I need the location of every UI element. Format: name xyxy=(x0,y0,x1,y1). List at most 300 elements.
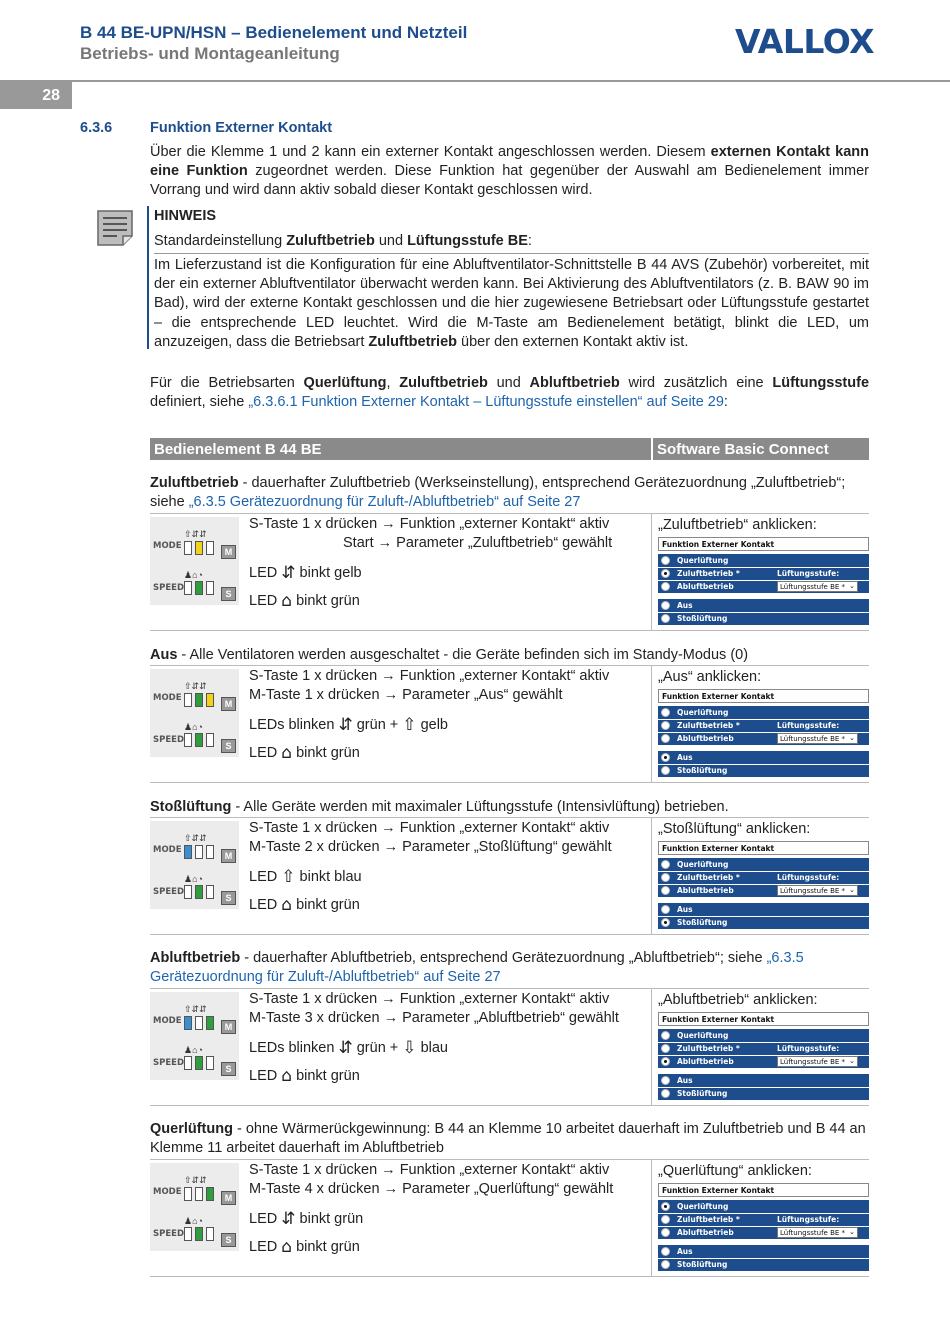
control-panel-illustration xyxy=(150,1163,239,1251)
mode-led-1 xyxy=(184,845,192,859)
software-instruction: „Aus“ anklicken: xyxy=(658,669,762,685)
led-status-1 xyxy=(249,867,362,887)
s-key: S xyxy=(221,587,236,601)
row-divider xyxy=(150,1105,869,1106)
para-text: : xyxy=(723,394,728,410)
mode-name: Zuluftbetrieb xyxy=(150,475,239,491)
para-text: definiert, siehe xyxy=(150,394,249,410)
mode-led-1 xyxy=(184,1016,192,1030)
mode-intro-zuluft xyxy=(150,474,869,512)
software-dialog xyxy=(658,1012,869,1101)
mode-block xyxy=(150,1159,869,1277)
fan-arrow-icon: ⇵ xyxy=(281,1209,296,1229)
stufe-label: Lüftungsstufe: xyxy=(777,569,840,578)
row-divider xyxy=(150,817,869,818)
led-text: binkt blau xyxy=(295,869,362,885)
option-stosslueftung[interactable] xyxy=(658,612,869,625)
radio-button[interactable] xyxy=(661,918,670,927)
fan-arrow-icon: ⇩ xyxy=(402,1038,417,1058)
software-dialog xyxy=(658,689,869,778)
option-label: Abluftbetrieb xyxy=(677,886,734,895)
led-text: binkt grün xyxy=(292,897,360,913)
m-key: M xyxy=(221,1020,236,1034)
led-status-1 xyxy=(249,715,448,735)
option-zuluftbetrieb[interactable] xyxy=(658,719,869,732)
mode-led-1 xyxy=(184,541,192,555)
stufe-dropdown[interactable] xyxy=(777,1056,858,1067)
radio-button[interactable] xyxy=(661,886,670,895)
section-title: Funktion Externer Kontakt xyxy=(150,120,333,136)
radio-button[interactable] xyxy=(661,721,670,730)
dialog-title: Funktion Externer Kontakt xyxy=(658,689,869,703)
led-text: LED xyxy=(249,593,282,609)
option-querlueftung[interactable] xyxy=(658,858,869,871)
option-label: Querlüftung xyxy=(677,860,729,869)
instruction-step-2: M-Taste 3 x drücken → Parameter „Abluftbetrieb“ gewählt xyxy=(249,1010,619,1026)
option-zuluftbetrieb[interactable] xyxy=(658,1213,869,1226)
led-text: gelb xyxy=(416,717,448,733)
option-label: Querlüftung xyxy=(677,556,729,565)
speed-led-1 xyxy=(184,885,192,899)
led-text: blau xyxy=(416,1040,448,1056)
option-label: Aus xyxy=(677,905,693,914)
radio-button[interactable] xyxy=(661,1044,670,1053)
speed-led-2 xyxy=(195,885,203,899)
option-label: Zuluftbetrieb * xyxy=(677,569,740,578)
option-group-1 xyxy=(658,1029,869,1068)
mode-desc: - ohne Wärmerückgewinnung: B 44 an Klemme 10 arbeitet dauerhaft im Zuluftbetrieb und B 44 an Klemme 11 arbeitet dauerhaft im Abluftbetrieb xyxy=(150,1121,866,1156)
mode-label: MODE xyxy=(153,541,182,551)
note-sub-text: Standardeinstellung xyxy=(154,233,287,249)
chevron-down-icon: ⌄ xyxy=(849,886,855,894)
option-stosslueftung[interactable] xyxy=(658,1258,869,1271)
led-text: LED xyxy=(249,897,282,913)
radio-button[interactable] xyxy=(661,1057,670,1066)
intro-text-2: zugeordnet werden. Diese Funktion hat gegenüber der Auswahl am Bedienelement immer Vorrang und wird dann aktiv sobald dieser Kontakt geschlossen wird. xyxy=(150,163,869,198)
speed-label: SPEED xyxy=(153,1229,185,1239)
fan-arrows-icon: ⇧⇵⇵ xyxy=(184,681,207,691)
column-divider xyxy=(651,665,652,783)
led-status-1 xyxy=(249,1209,363,1229)
radio-button[interactable] xyxy=(661,860,670,869)
row-divider xyxy=(150,1276,869,1277)
column-divider xyxy=(651,988,652,1106)
option-label: Aus xyxy=(677,1247,693,1256)
mode-label: MODE xyxy=(153,845,182,855)
speed-led-3 xyxy=(206,581,214,595)
table-header xyxy=(150,438,869,460)
note-sub-bold-1: Zuluftbetrieb xyxy=(286,233,375,249)
option-label: Stoßlüftung xyxy=(677,918,728,927)
led-status-2 xyxy=(249,895,360,915)
option-abluftbetrieb[interactable] xyxy=(658,884,869,897)
stufe-dropdown[interactable] xyxy=(777,581,858,592)
stufe-value: Lüftungsstufe BE * xyxy=(780,583,846,591)
led-text: grün + xyxy=(352,1040,403,1056)
speed-icons: ♟⌂◔ xyxy=(184,1045,203,1055)
option-querlueftung[interactable] xyxy=(658,706,869,719)
mode-name: Querlüftung xyxy=(150,1121,233,1137)
radio-button[interactable] xyxy=(661,1247,670,1256)
mode-led-1 xyxy=(184,1187,192,1201)
note-body xyxy=(154,256,869,352)
para-bold: Zuluftbetrieb xyxy=(399,375,488,391)
radio-button[interactable] xyxy=(661,734,670,743)
option-label: Stoßlüftung xyxy=(677,614,728,623)
mode-led-3 xyxy=(206,1187,214,1201)
s-key: S xyxy=(221,891,236,905)
mode-block xyxy=(150,665,869,783)
column-divider xyxy=(651,513,652,631)
radio-button[interactable] xyxy=(661,1076,670,1085)
mode-led-3 xyxy=(206,693,214,707)
note-sub-text: und xyxy=(374,233,408,249)
option-querlueftung[interactable] xyxy=(658,1029,869,1042)
software-dialog xyxy=(658,841,869,930)
mode-label: MODE xyxy=(153,693,182,703)
column-divider xyxy=(651,1159,652,1277)
option-stosslueftung[interactable] xyxy=(658,916,869,929)
option-aus[interactable] xyxy=(658,751,869,764)
led-status-1 xyxy=(249,563,362,583)
note-sub-bold-2: Lüftungsstufe BE xyxy=(407,233,528,249)
stufe-value: Lüftungsstufe BE * xyxy=(780,887,846,895)
fan-arrow-icon: ⇵ xyxy=(338,1038,353,1058)
led-text: binkt grün xyxy=(292,1068,360,1084)
section-number: 6.3.6 xyxy=(80,120,113,136)
option-group-2 xyxy=(658,1074,869,1100)
dialog-title: Funktion Externer Kontakt xyxy=(658,1183,869,1197)
stufe-label: Lüftungsstufe: xyxy=(777,1044,840,1053)
mode-led-2 xyxy=(195,845,203,859)
s-key: S xyxy=(221,1233,236,1247)
speed-icons: ♟⌂◔ xyxy=(184,874,203,884)
option-label: Querlüftung xyxy=(677,1031,729,1040)
speed-icons: ♟⌂◔ xyxy=(184,722,203,732)
col-divider xyxy=(651,438,653,460)
mode-led-3 xyxy=(206,1016,214,1030)
fan-arrow-icon: ⇧ xyxy=(281,867,296,887)
s-key: S xyxy=(221,739,236,753)
intro-text-1: Über die Klemme 1 und 2 kann ein externer Kontakt angeschlossen werden. Diesem xyxy=(150,144,711,160)
option-label: Stoßlüftung xyxy=(677,1260,728,1269)
led-status-2 xyxy=(249,1066,360,1086)
option-aus[interactable] xyxy=(658,903,869,916)
control-panel-illustration xyxy=(150,669,239,757)
option-label: Abluftbetrieb xyxy=(677,734,734,743)
speed-led-1 xyxy=(184,581,192,595)
led-status-2 xyxy=(249,743,360,763)
option-label: Zuluftbetrieb * xyxy=(677,1215,740,1224)
option-aus[interactable] xyxy=(658,1074,869,1087)
option-zuluftbetrieb[interactable] xyxy=(658,871,869,884)
led-text: LED xyxy=(249,1068,282,1084)
mode-name: Abluftbetrieb xyxy=(150,950,241,966)
control-panel-illustration xyxy=(150,992,239,1080)
option-aus[interactable] xyxy=(658,599,869,612)
header-divider xyxy=(0,80,950,82)
link-6-3-5[interactable]: „6.3.5 Gerätezuordnung für Zuluft-/Abluftbetrieb“ auf Seite 27 xyxy=(150,950,804,985)
instruction-step-2: M-Taste 2 x drücken → Parameter „Stoßlüftung“ gewählt xyxy=(249,839,612,855)
led-text: binkt gelb xyxy=(295,565,362,581)
stufe-value: Lüftungsstufe BE * xyxy=(780,1058,846,1066)
speed-icons: ♟⌂◔ xyxy=(184,1216,203,1226)
mode-led-3 xyxy=(206,845,214,859)
note-body-bold: Zuluftbetrieb xyxy=(368,333,458,350)
software-dialog xyxy=(658,1183,869,1272)
instruction-step-1: S-Taste 1 x drücken → Funktion „externer Kontakt“ aktiv xyxy=(249,1162,610,1178)
option-label: Zuluftbetrieb * xyxy=(677,1044,740,1053)
mode-desc: - dauerhafter Abluftbetrieb, entsprechend Gerätezuordnung „Abluftbetrieb“; siehe xyxy=(240,950,767,966)
option-zuluftbetrieb[interactable] xyxy=(658,567,869,580)
stufe-dropdown[interactable] xyxy=(777,733,858,744)
para-bold: Querlüftung xyxy=(303,375,387,391)
mode-name: Stoßlüftung xyxy=(150,799,232,815)
note-body-text: Im Lieferzustand ist die Konfiguration für eine Abluftventilator-Schnittstelle B 44 AVS (Zubehör) vorbereitet, mit der ein externer Abluftventilator überwacht werden kann. Bei Aktivierung des Abluftventilators (z. B. BAW 90 im Bad), wird der externe Kontakt geschlossen und die hier zugewiesene Betriebsart oder Lüftungsstufe gestartet – die entsprechende LED leuchtet. Wird die M-Taste am Bedienelement betätigt, blinkt die LED, um anzuzeigen, dass die Betriebsart xyxy=(154,257,869,350)
mode-intro-stoss xyxy=(150,798,869,817)
led-text: LED xyxy=(249,565,282,581)
option-group-2 xyxy=(658,1245,869,1271)
option-aus[interactable] xyxy=(658,1245,869,1258)
operating-modes-intro xyxy=(150,374,869,412)
section-intro xyxy=(150,143,869,200)
radio-button[interactable] xyxy=(661,556,670,565)
software-instruction: „Querlüftung“ anklicken: xyxy=(658,1163,812,1179)
speed-label: SPEED xyxy=(153,887,185,897)
speed-label: SPEED xyxy=(153,1058,185,1068)
house-icon: ⌂ xyxy=(281,1066,293,1086)
row-divider xyxy=(150,934,869,935)
option-label: Stoßlüftung xyxy=(677,1089,728,1098)
option-group-1 xyxy=(658,1200,869,1239)
led-status-2 xyxy=(249,591,360,611)
option-querlueftung[interactable] xyxy=(658,554,869,567)
option-group-2 xyxy=(658,751,869,777)
house-icon: ⌂ xyxy=(281,591,293,611)
radio-button[interactable] xyxy=(661,753,670,762)
instruction-step-1: S-Taste 1 x drücken → Funktion „externer Kontakt“ aktiv xyxy=(249,820,610,836)
note-subheading xyxy=(154,233,532,249)
chevron-down-icon: ⌄ xyxy=(849,734,855,742)
mode-led-2 xyxy=(195,1016,203,1030)
radio-button[interactable] xyxy=(661,708,670,717)
column-divider xyxy=(651,817,652,935)
option-stosslueftung[interactable] xyxy=(658,1087,869,1100)
stufe-value: Lüftungsstufe BE * xyxy=(780,735,846,743)
m-key: M xyxy=(221,545,236,559)
note-icon xyxy=(97,210,133,246)
mode-block xyxy=(150,988,869,1106)
led-text: LED xyxy=(249,745,282,761)
radio-button[interactable] xyxy=(661,766,670,775)
fan-arrow-icon: ⇵ xyxy=(338,715,353,735)
option-label: Abluftbetrieb xyxy=(677,1057,734,1066)
option-abluftbetrieb[interactable] xyxy=(658,1226,869,1239)
radio-button[interactable] xyxy=(661,569,670,578)
option-group-2 xyxy=(658,903,869,929)
speed-led-2 xyxy=(195,1227,203,1241)
note-bar xyxy=(147,206,149,349)
mode-desc: - Alle Geräte werden mit maximaler Lüftungsstufe (Intensivlüftung) betrieben. xyxy=(231,799,729,815)
software-dialog xyxy=(658,537,869,626)
option-label: Aus xyxy=(677,1076,693,1085)
m-key: M xyxy=(221,697,236,711)
mode-led-1 xyxy=(184,693,192,707)
row-divider xyxy=(150,988,869,989)
speed-led-1 xyxy=(184,1056,192,1070)
stufe-label: Lüftungsstufe: xyxy=(777,721,840,730)
option-stosslueftung[interactable] xyxy=(658,764,869,777)
stufe-label: Lüftungsstufe: xyxy=(777,1215,840,1224)
radio-button[interactable] xyxy=(661,1215,670,1224)
speed-led-3 xyxy=(206,733,214,747)
option-group-1 xyxy=(658,554,869,593)
radio-button[interactable] xyxy=(661,1228,670,1237)
speed-led-2 xyxy=(195,581,203,595)
option-abluftbetrieb[interactable] xyxy=(658,580,869,593)
mode-desc: - Alle Ventilatoren werden ausgeschaltet - die Geräte befinden sich im Standy-Modus (0) xyxy=(177,647,749,663)
led-text: binkt grün xyxy=(292,1239,360,1255)
led-text: LEDs blinken xyxy=(249,717,339,733)
led-text: grün + xyxy=(352,717,403,733)
mode-intro-aus xyxy=(150,646,869,665)
instruction-step-2: Start → Parameter „Zuluftbetrieb“ gewählt xyxy=(343,535,613,551)
control-panel-illustration xyxy=(150,517,239,605)
fan-arrow-icon: ⇧ xyxy=(402,715,417,735)
dialog-title: Funktion Externer Kontakt xyxy=(658,841,869,855)
mode-block xyxy=(150,817,869,935)
speed-led-2 xyxy=(195,1056,203,1070)
led-text: LED xyxy=(249,1239,282,1255)
speed-led-3 xyxy=(206,885,214,899)
stufe-dropdown[interactable] xyxy=(777,885,858,896)
note-heading: HINWEIS xyxy=(154,208,217,224)
radio-button[interactable] xyxy=(661,1260,670,1269)
option-group-1 xyxy=(658,858,869,897)
m-key: M xyxy=(221,849,236,863)
fan-arrows-icon: ⇧⇵⇵ xyxy=(184,1004,207,1014)
instruction-step-1: S-Taste 1 x drücken → Funktion „externer Kontakt“ aktiv xyxy=(249,991,610,1007)
speed-led-1 xyxy=(184,1227,192,1241)
para-bold: Abluftbetrieb xyxy=(529,375,620,391)
stufe-dropdown[interactable] xyxy=(777,1227,858,1238)
dialog-title: Funktion Externer Kontakt xyxy=(658,537,869,551)
radio-button[interactable] xyxy=(661,582,670,591)
house-icon: ⌂ xyxy=(281,895,293,915)
option-zuluftbetrieb[interactable] xyxy=(658,1042,869,1055)
row-divider xyxy=(150,513,869,514)
instruction-step-2: M-Taste 4 x drücken → Parameter „Querlüftung“ gewählt xyxy=(249,1181,614,1197)
chevron-down-icon: ⌄ xyxy=(849,1228,855,1236)
dialog-title: Funktion Externer Kontakt xyxy=(658,1012,869,1026)
mode-led-2 xyxy=(195,1187,203,1201)
led-text: binkt grün xyxy=(292,745,360,761)
speed-led-3 xyxy=(206,1227,214,1241)
instruction-step-1: S-Taste 1 x drücken → Funktion „externer Kontakt“ aktiv xyxy=(249,516,610,532)
mode-led-3 xyxy=(206,541,214,555)
row-divider xyxy=(150,782,869,783)
mode-label: MODE xyxy=(153,1016,182,1026)
instruction-step-2: M-Taste 1 x drücken → Parameter „Aus“ gewählt xyxy=(249,687,563,703)
radio-button[interactable] xyxy=(661,1031,670,1040)
speed-led-3 xyxy=(206,1056,214,1070)
speed-led-2 xyxy=(195,733,203,747)
intro-bold: externen Kontakt kann eine Funktion xyxy=(150,144,869,179)
chevron-down-icon: ⌄ xyxy=(849,582,855,590)
fan-arrows-icon: ⇧⇵⇵ xyxy=(184,833,207,843)
instruction-step-1: S-Taste 1 x drücken → Funktion „externer Kontakt“ aktiv xyxy=(249,668,610,684)
radio-button[interactable] xyxy=(661,873,670,882)
option-group-2 xyxy=(658,599,869,625)
radio-button[interactable] xyxy=(661,1202,670,1211)
speed-label: SPEED xyxy=(153,735,185,745)
led-text: binkt grün xyxy=(295,1211,364,1227)
radio-button[interactable] xyxy=(661,614,670,623)
mode-block xyxy=(150,513,869,631)
option-label: Abluftbetrieb xyxy=(677,1228,734,1237)
speed-icons: ♟⌂◔ xyxy=(184,570,203,580)
mode-led-2 xyxy=(195,693,203,707)
house-icon: ⌂ xyxy=(281,743,293,763)
option-abluftbetrieb[interactable] xyxy=(658,1055,869,1068)
fan-arrows-icon: ⇧⇵⇵ xyxy=(184,1175,207,1185)
option-querlueftung[interactable] xyxy=(658,1200,869,1213)
row-divider xyxy=(150,665,869,666)
para-text: und xyxy=(487,375,530,391)
speed-led-1 xyxy=(184,733,192,747)
stufe-value: Lüftungsstufe BE * xyxy=(780,1229,846,1237)
software-instruction: „Stoßlüftung“ anklicken: xyxy=(658,821,811,837)
fan-arrows-icon: ⇧⇵⇵ xyxy=(184,529,207,539)
note-sub-text: : xyxy=(527,233,532,249)
stufe-label: Lüftungsstufe: xyxy=(777,873,840,882)
mode-name: Aus xyxy=(150,647,178,663)
col-software: Software Basic Connect xyxy=(657,441,829,458)
link-6-3-5[interactable]: „6.3.5 Gerätezuordnung für Zuluft-/Abluftbetrieb“ auf Seite 27 xyxy=(188,494,581,510)
led-status-1 xyxy=(249,1038,448,1058)
speed-label: SPEED xyxy=(153,583,185,593)
link-6-3-6-1[interactable]: „6.3.6.1 Funktion Externer Kontakt – Lüftungsstufe einstellen“ auf Seite 29 xyxy=(248,394,724,410)
fan-arrow-icon: ⇵ xyxy=(281,563,296,583)
led-text: LED xyxy=(249,869,282,885)
vallox-logo: VALLOX xyxy=(735,22,875,61)
row-divider xyxy=(150,1159,869,1160)
led-text: LEDs blinken xyxy=(249,1040,339,1056)
option-label: Zuluftbetrieb * xyxy=(677,873,740,882)
document-title: B 44 BE-UPN/HSN – Bedienelement und Netzteil xyxy=(80,23,468,42)
option-label: Stoßlüftung xyxy=(677,766,728,775)
software-instruction: „Zuluftbetrieb“ anklicken: xyxy=(658,517,817,533)
control-panel-illustration xyxy=(150,821,239,909)
option-label: Zuluftbetrieb * xyxy=(677,721,740,730)
house-icon: ⌂ xyxy=(281,1237,293,1257)
led-text: binkt grün xyxy=(292,593,360,609)
document-subtitle: Betriebs- und Montageanleitung xyxy=(80,44,340,63)
option-label: Querlüftung xyxy=(677,708,729,717)
option-label: Aus xyxy=(677,601,693,610)
option-group-1 xyxy=(658,706,869,745)
radio-button[interactable] xyxy=(661,601,670,610)
radio-button[interactable] xyxy=(661,905,670,914)
radio-button[interactable] xyxy=(661,1089,670,1098)
col-bedienelement: Bedienelement B 44 BE xyxy=(154,441,322,458)
led-status-2 xyxy=(249,1237,360,1257)
option-abluftbetrieb[interactable] xyxy=(658,732,869,745)
para-text: wird zusätzlich eine xyxy=(619,375,773,391)
option-label: Aus xyxy=(677,753,693,762)
option-label: Abluftbetrieb xyxy=(677,582,734,591)
mode-desc: - dauerhafter Zuluftbetrieb (Werkseinstellung), entsprechend Gerätezuordnung „Zuluftbetrieb“; siehe xyxy=(150,475,846,510)
